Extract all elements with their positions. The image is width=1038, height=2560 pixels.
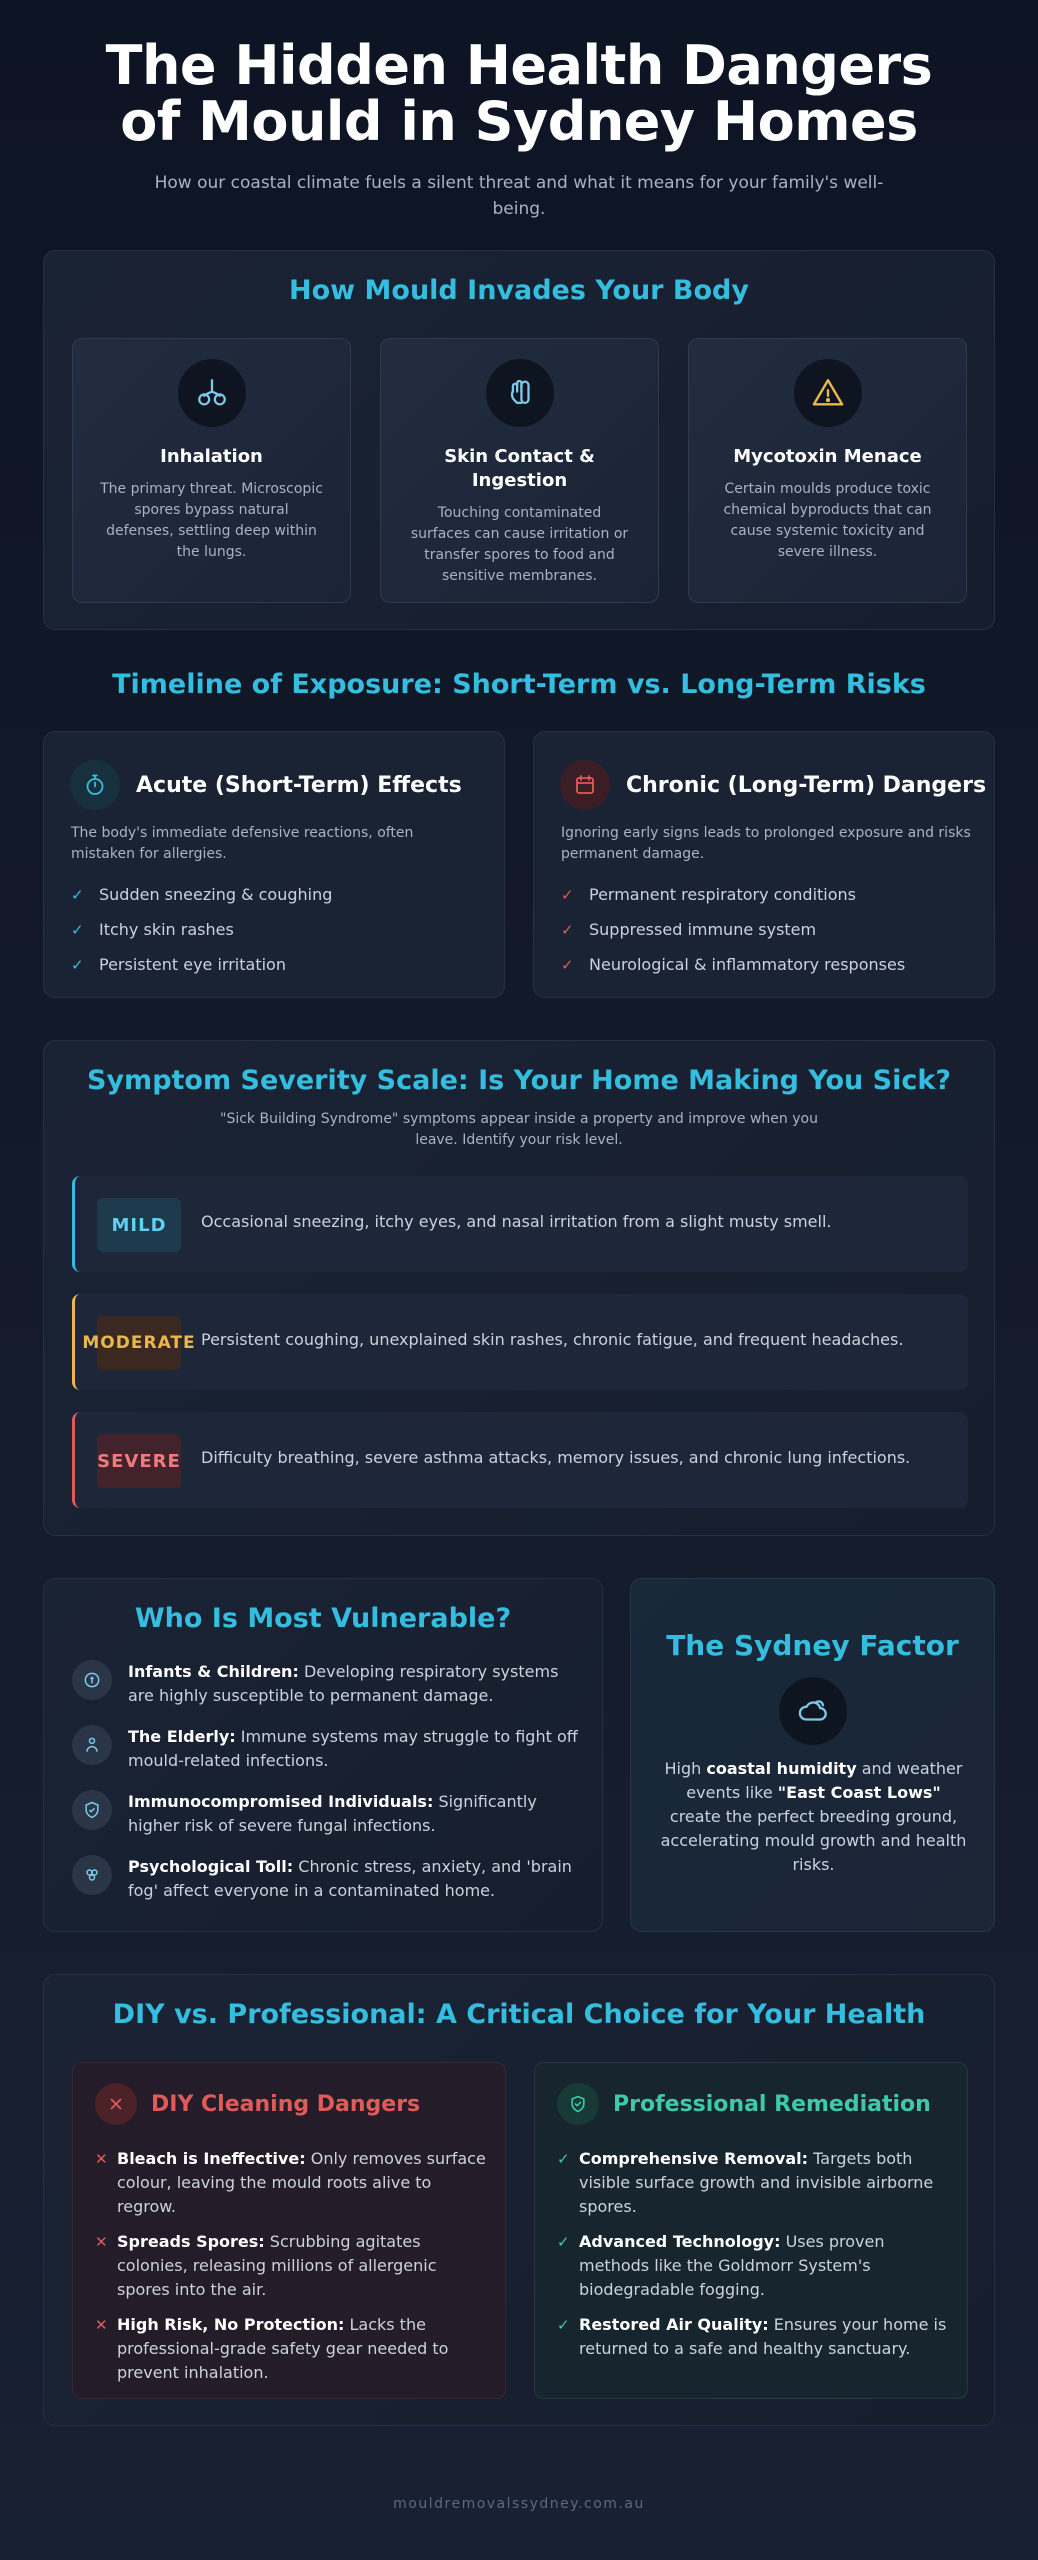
acute-description: The body's immediate defensive reactions, often mistaken for allergies. — [71, 825, 414, 862]
professional-title: Professional Remediation — [613, 2091, 931, 2117]
elderly-icon — [72, 1725, 112, 1765]
diy-vs-professional-section — [43, 1974, 995, 2426]
section-title: Who Is Most Vulnerable? — [134, 1603, 512, 1634]
skin-contact-card — [380, 338, 659, 603]
check-icon: ✓ — [557, 2233, 570, 2251]
vulnerable-item-children: Infants & Children: Developing respiratory systems are highly susceptible to permanent damage. — [72, 1660, 582, 1708]
card-text: Certain moulds produce toxic chemical byproducts that can cause systemic toxicity and severe illness. — [723, 481, 932, 560]
severity-scale-section — [43, 1040, 995, 1536]
acute-effects-card — [43, 731, 505, 998]
shield-check-icon — [557, 2083, 599, 2125]
stopwatch-icon — [70, 760, 120, 810]
severity-text: Persistent coughing, unexplained skin rashes, chronic fatigue, and frequent headaches. — [201, 1330, 904, 1349]
hand-icon — [486, 359, 554, 427]
chronic-description: Ignoring early signs leads to prolonged exposure and risks permanent damage. — [561, 825, 971, 862]
card-title: Inhalation — [160, 446, 263, 467]
list-item: ✕ Bleach is Ineffective: Only removes surface colour, leaving the mould roots alive to regrow. — [95, 2147, 489, 2219]
x-icon: ✕ — [95, 2150, 108, 2168]
card-title: Mycotoxin Menace — [733, 446, 922, 467]
list-item: ✕ Spreads Spores: Scrubbing agitates colonies, releasing millions of allergenic spores into the air. — [95, 2230, 489, 2302]
list-item: ✓ Comprehensive Removal: Targets both visible surface growth and invisible airborne spores. — [557, 2147, 951, 2219]
check-icon: ✓ — [561, 955, 574, 974]
mycotoxin-card — [688, 338, 967, 603]
check-icon: ✓ — [71, 920, 84, 939]
check-icon: ✓ — [557, 2150, 570, 2168]
vulnerable-item-psychological: Psychological Toll: Chronic stress, anxiety, and 'brain fog' affect everyone in a contaminated home. — [72, 1855, 582, 1903]
vulnerable-section — [43, 1578, 603, 1932]
check-icon: ✓ — [71, 885, 84, 904]
section-title: The Sydney Factor — [666, 1629, 959, 1662]
x-icon: ✕ — [95, 2233, 108, 2251]
sydney-text: High coastal humidity and weather events like "East Coast Lows" create the perfect breeding ground, accelerating mould growth and health risks. — [660, 1759, 967, 1874]
check-icon: ✓ — [557, 2316, 570, 2334]
list-item: ✓ Suppressed immune system — [561, 920, 817, 939]
section-title: How Mould Invades Your Body — [289, 275, 749, 306]
list-item: ✓ Permanent respiratory conditions — [561, 885, 856, 904]
severity-row-severe — [72, 1412, 968, 1508]
section-title: Symptom Severity Scale: Is Your Home Making You Sick? — [87, 1065, 951, 1096]
severity-text: Occasional sneezing, itchy eyes, and nasal irritation from a slight musty smell. — [201, 1212, 832, 1231]
severity-badge: SEVERE — [97, 1434, 181, 1488]
cloud-sun-icon — [779, 1677, 847, 1745]
diy-dangers-title: DIY Cleaning Dangers — [151, 2091, 421, 2117]
check-icon: ✓ — [561, 920, 574, 939]
calendar-icon — [560, 760, 610, 810]
brain-icon — [72, 1855, 112, 1895]
diy-dangers-card — [72, 2062, 506, 2399]
list-item: ✓ Sudden sneezing & coughing — [71, 885, 333, 904]
check-icon: ✓ — [561, 885, 574, 904]
chronic-dangers-card — [533, 731, 995, 998]
section-title: DIY vs. Professional: A Critical Choice for Your Health — [112, 1999, 926, 2030]
chronic-title: Chronic (Long-Term) Dangers — [626, 772, 987, 798]
severity-text: Difficulty breathing, severe asthma attacks, memory issues, and chronic lung infections. — [201, 1448, 911, 1467]
severity-badge: MODERATE — [97, 1316, 181, 1370]
severity-row-moderate — [72, 1294, 968, 1390]
severity-row-mild — [72, 1176, 968, 1272]
list-item: ✓ Restored Air Quality: Ensures your home is returned to a safe and healthy sanctuary. — [557, 2313, 951, 2361]
list-item: ✓ Advanced Technology: Uses proven methods like the Goldmorr System's biodegradable fogging. — [557, 2230, 951, 2302]
inhalation-card — [72, 338, 351, 603]
card-text: The primary threat. Microscopic spores bypass natural defenses, settling deep within the lungs. — [100, 481, 323, 560]
how-mould-invades-section — [43, 250, 995, 630]
lungs-icon — [178, 359, 246, 427]
list-item: ✓ Itchy skin rashes — [71, 920, 234, 939]
warning-icon — [794, 359, 862, 427]
footer-website: mouldremovalssydney.com.au — [393, 2496, 645, 2512]
shield-icon — [72, 1790, 112, 1830]
professional-remediation-card — [534, 2062, 968, 2399]
acute-title: Acute (Short-Term) Effects — [136, 772, 462, 798]
card-title: Skin Contact & Ingestion — [444, 446, 595, 491]
acute-list — [71, 877, 332, 982]
page-subtitle: How our coastal climate fuels a silent threat and what it means for your family's well-being. — [154, 173, 884, 219]
card-text: Touching contaminated surfaces can cause irritation or transfer spores to food and sensitive membranes. — [410, 505, 629, 584]
vulnerable-item-immunocompromised: Immunocompromised Individuals: Significantly higher risk of severe fungal infections. — [72, 1790, 582, 1838]
list-item: ✕ High Risk, No Protection: Lacks the professional-grade safety gear needed to prevent inhalation. — [95, 2313, 489, 2385]
chronic-list — [561, 877, 905, 982]
timeline-title: Timeline of Exposure: Short-Term vs. Long-Term Risks — [112, 669, 926, 700]
list-item: ✓ Persistent eye irritation — [71, 955, 286, 974]
section-subtitle: "Sick Building Syndrome" symptoms appear inside a property and improve when you leave. Identify your risk level. — [220, 1111, 818, 1148]
hero — [0, 34, 1038, 222]
list-item: ✓ Neurological & inflammatory responses — [561, 955, 906, 974]
baby-icon — [72, 1660, 112, 1700]
x-icon: ✕ — [95, 2316, 108, 2334]
vulnerable-item-elderly: The Elderly: Immune systems may struggle to fight off mould-related infections. — [72, 1725, 582, 1773]
x-circle-icon — [95, 2083, 137, 2125]
check-icon: ✓ — [71, 955, 84, 974]
sydney-factor-section — [630, 1578, 995, 1932]
page-title: The Hidden Health Dangers of Mould in Sydney Homes — [105, 34, 933, 153]
severity-badge: MILD — [97, 1198, 181, 1252]
